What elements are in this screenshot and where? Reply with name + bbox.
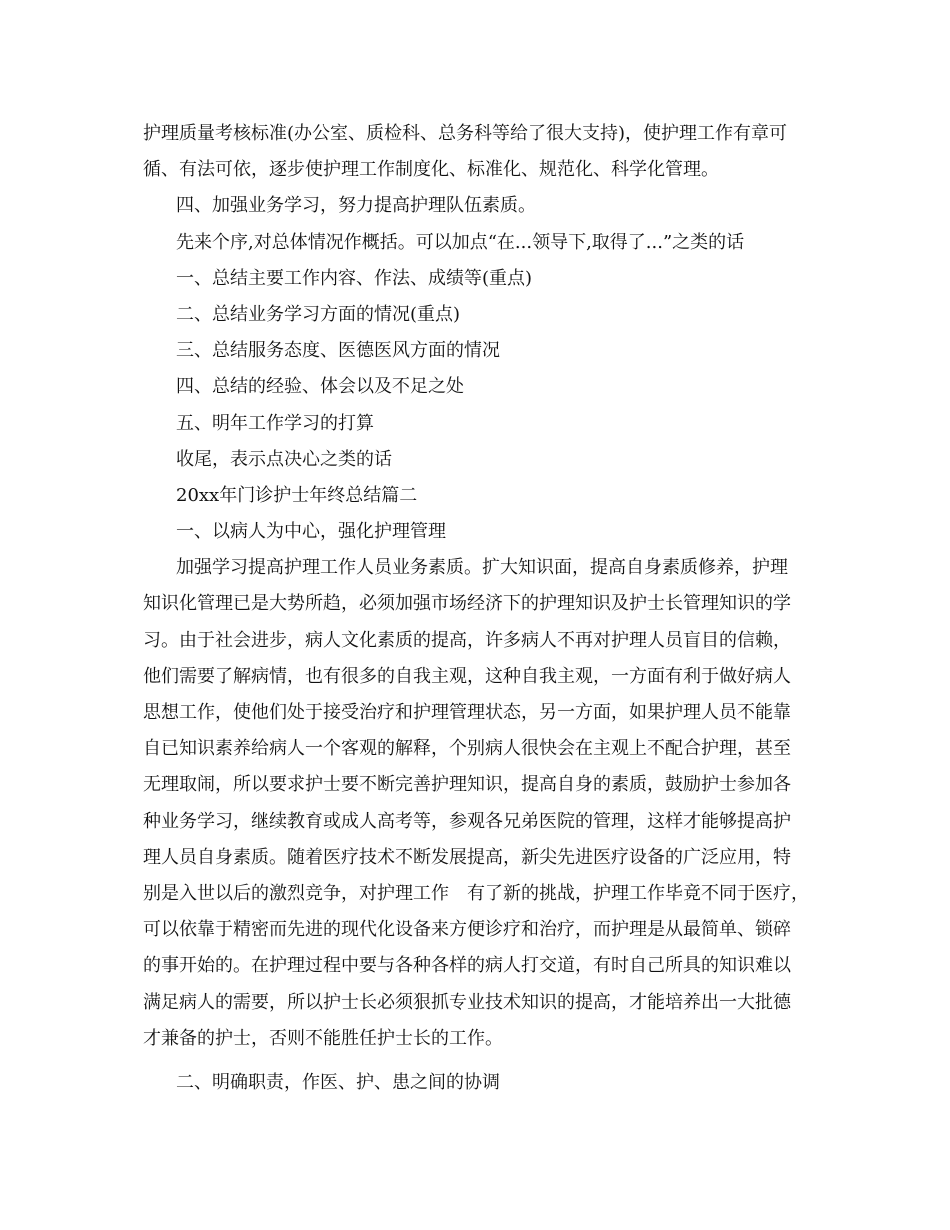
text-line: 循、有法可依，逐步使护理工作制度化、标准化、规范化、科学化管理。 bbox=[143, 159, 719, 181]
text-line: 二、总结业务学习方面的情况(重点) bbox=[176, 303, 461, 325]
text-line: 加强学习提高护理工作人员业务素质。扩大知识面，提高自身素质修养，护理 bbox=[176, 557, 788, 579]
document-body bbox=[143, 116, 823, 1101]
text-line: 五、明年工作学习的打算 bbox=[176, 412, 374, 434]
text-line: 三、总结服务态度、医德医风方面的情况 bbox=[176, 340, 500, 362]
text-line: 二、明确职责，作医、护、患之间的协调 bbox=[176, 1071, 500, 1093]
text-line: 种业务学习，继续教育或成人高考等，参观各兄弟医院的管理，这样才能够提高护 bbox=[143, 810, 791, 832]
text-line: 满足病人的需要，所以护士长必须狠抓专业技术知识的提高，才能培养出一大批德 bbox=[143, 991, 791, 1013]
text-line: 别是入世以后的激烈竞争，对护理工作 有了新的挑战，护理工作毕竟不同于医疗， bbox=[143, 882, 809, 904]
text-line: 护理质量考核标准(办公室、质检科、总务科等给了很大支持)，使护理工作有章可 bbox=[143, 123, 788, 144]
text-line: 一、总结主要工作内容、作法、成绩等(重点) bbox=[176, 267, 533, 289]
text-line: 思想工作，使他们处于接受治疗和护理管理状态，另一方面，如果护理人员不能靠 bbox=[143, 702, 791, 723]
text-line: 收尾，表示点决心之类的话 bbox=[176, 448, 392, 470]
text-line: 习。由于社会进步，病人文化素质的提高，许多病人不再对护理人员盲目的信赖， bbox=[143, 629, 791, 651]
text-line: 的事开始的。在护理过程中要与各种各样的病人打交道，有时自己所具的知识难以 bbox=[143, 955, 791, 977]
text-line: 他们需要了解病情，也有很多的自我主观，这种自我主观，一方面有利于做好病人 bbox=[143, 665, 791, 687]
text-line: 才兼备的护士，否则不能胜任护士长的工作。 bbox=[143, 1027, 503, 1049]
text-line: 四、总结的经验、体会以及不足之处 bbox=[176, 376, 464, 398]
text-line: 知识化管理已是大势所趋，必须加强市场经济下的护理知识及护士长管理知识的学 bbox=[143, 593, 791, 615]
text-line: 一、以病人为中心，强化护理管理 bbox=[176, 521, 446, 543]
text-line: 先来个序,对总体情况作概括。可以加点“在...领导下,取得了...”之类的话 bbox=[176, 231, 745, 253]
text-line: 20xx年门诊护士年终总结篇二 bbox=[176, 484, 418, 506]
text-line: 理人员自身素质。随着医疗技术不断发展提高，新尖先进医疗设备的广泛应用，特 bbox=[143, 846, 791, 868]
text-line: 四、加强业务学习，努力提高护理队伍素质。 bbox=[176, 195, 536, 217]
text-line: 无理取闹，所以要求护士要不断完善护理知识，提高自身的素质，鼓励护士参加各 bbox=[143, 774, 791, 796]
text-line: 自已知识素养给病人一个客观的解释，个别病人很快会在主观上不配合护理，甚至 bbox=[143, 738, 791, 760]
text-line: 可以依靠于精密而先进的现代化设备来方便诊疗和治疗，而护理是从最简单、锁碎 bbox=[143, 919, 791, 941]
